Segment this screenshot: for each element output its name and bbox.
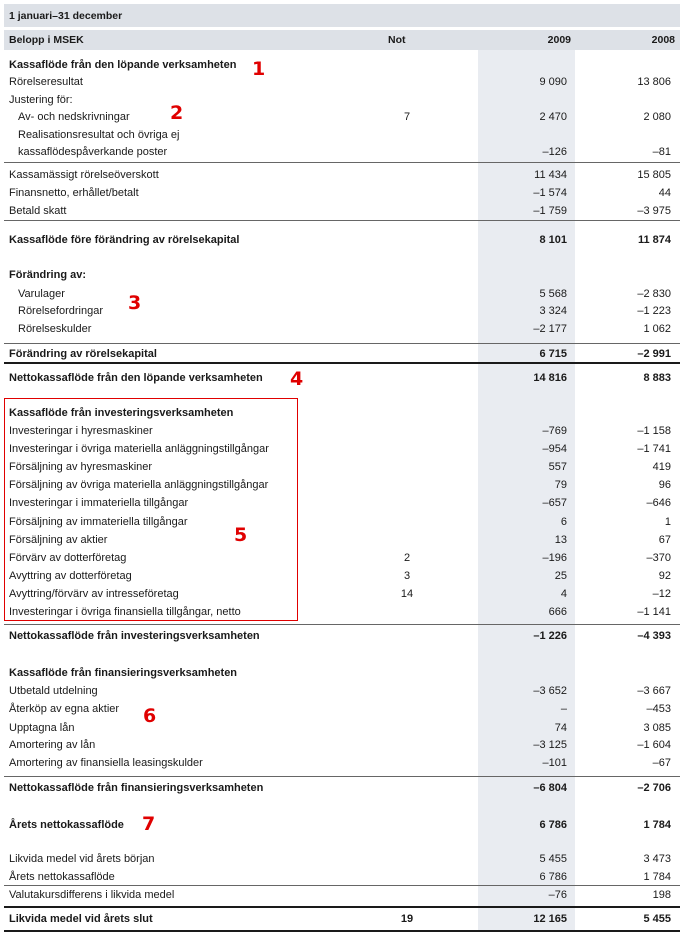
row-value-2008: –453 [646,703,671,715]
row-value-2009: –1 574 [533,187,567,199]
row-label: Investeringar i hyresmaskiner [9,425,153,437]
row-label: Årets nettokassaflöde [9,819,124,831]
row-value-2008: 198 [652,889,671,901]
row-note: 19 [400,913,414,925]
row-label: Kassaflöde från finansieringsverksamheten [9,667,238,679]
row-value-2008: –2 830 [637,288,671,300]
row-value-2008: –1 158 [637,425,671,437]
row-label: Försäljning av aktier [9,534,108,546]
row-value-2008: 8 883 [643,372,671,384]
row-value-2008: 3 473 [643,853,671,865]
divider-line [4,362,680,364]
row-label: kassaflödespåverkande poster [18,146,168,158]
row-value-2009: –2 177 [533,323,567,335]
row-value-2009: –657 [542,497,567,509]
row-value-2009: 3 324 [539,305,567,317]
amount-unit-label: Belopp i MSEK [9,34,84,46]
row-label: Årets nettokassaflöde [9,871,115,883]
row-value-2009: 13 [554,534,567,546]
annotation-marker: 6 [143,705,157,727]
row-label: Investeringar i övriga finansiella tillgångar, netto [9,606,241,618]
row-value-2009: 5 568 [539,288,567,300]
row-label: Rörelseskulder [18,323,92,335]
row-value-2009: 6 715 [539,348,567,360]
row-value-2008: 92 [658,570,671,582]
row-value-2008: 11 874 [637,234,671,246]
note-column-header: Not [388,34,406,46]
row-value-2008: 1 784 [643,871,671,883]
row-label: Utbetald utdelning [9,685,98,697]
row-label: Valutakursdifferens i likvida medel [9,889,175,901]
row-value-2008: –2 991 [637,348,671,360]
row-value-2009: 6 [560,516,567,528]
divider-line [4,162,680,163]
row-value-2009: –6 804 [533,782,567,794]
row-value-2008: –3 667 [637,685,671,697]
row-label: Likvida medel vid årets slut [9,913,153,925]
row-label: Varulager [18,288,65,300]
row-value-2008: 3 085 [643,722,671,734]
divider-line [4,930,680,932]
row-value-2008: 5 455 [643,913,671,925]
row-value-2008: –3 975 [637,205,671,217]
row-value-2009: 25 [554,570,567,582]
year-2009-header: 2009 [547,34,571,46]
row-label: Försäljning av immateriella tillgångar [9,516,188,528]
row-label: Kassaflöde från den löpande verksamheten [9,59,237,71]
row-value-2008: –1 604 [637,739,671,751]
period-label: 1 januari–31 december [9,10,123,22]
row-value-2008: 15 805 [637,169,671,181]
row-value-2009: –126 [542,146,567,158]
row-note: 7 [403,111,411,123]
row-value-2009: 11 434 [534,169,567,181]
divider-line [4,624,680,625]
divider-line [4,776,680,777]
row-label: Avyttring av dotterföretag [9,570,132,582]
divider-line [4,343,680,344]
annotation-marker: 5 [234,524,248,546]
annotation-marker: 4 [290,368,304,390]
row-label: Återköp av egna aktier [9,703,120,715]
row-value-2008: 1 784 [643,819,671,831]
divider-line [4,885,680,886]
annotation-marker: 3 [128,292,142,314]
row-value-2008: 419 [652,461,671,473]
divider-line [4,220,680,221]
row-value-2008: 2 080 [643,111,671,123]
row-label: Försäljning av övriga materiella anläggningstillgångar [9,479,269,491]
row-value-2008: –4 393 [637,630,671,642]
row-value-2009: –101 [542,757,567,769]
row-value-2009: –3 652 [533,685,567,697]
row-value-2008: 67 [658,534,671,546]
row-value-2009: 8 101 [539,234,567,246]
row-value-2009: 5 455 [539,853,567,865]
row-value-2009: –769 [542,425,567,437]
row-label: Avyttring/förvärv av intresseföretag [9,588,179,600]
row-label: Finansnetto, erhållet/betalt [9,187,139,199]
row-label: Kassaflöde från investeringsverksamheten [9,407,234,419]
row-value-2009: 2 470 [539,111,567,123]
row-value-2009: –954 [542,443,567,455]
row-value-2009: 74 [554,722,567,734]
row-label: Kassaflöde före förändring av rörelsekapital [9,234,240,246]
row-value-2009: 557 [548,461,567,473]
annotation-marker: 7 [142,813,156,835]
row-label: Nettokassaflöde från den löpande verksamheten [9,372,263,384]
row-value-2008: –1 741 [637,443,671,455]
row-label: Nettokassaflöde från finansieringsverksamheten [9,782,264,794]
annotation-marker: 1 [252,58,266,80]
row-label: Förändring av: [9,269,87,281]
row-label: Betald skatt [9,205,67,217]
row-value-2009: – [560,703,567,715]
row-value-2008: 96 [658,479,671,491]
row-label: Amortering av finansiella leasingskulder [9,757,203,769]
row-value-2009: –1 226 [533,630,567,642]
row-value-2009: 6 786 [539,871,567,883]
row-value-2008: –81 [652,146,671,158]
row-label: Investeringar i immateriella tillgångar [9,497,189,509]
row-value-2009: –76 [548,889,567,901]
row-value-2009: 12 165 [533,913,567,925]
row-value-2008: 1 [664,516,671,528]
row-value-2009: 79 [554,479,567,491]
row-value-2009: 9 090 [539,76,567,88]
row-label: Realisationsresultat och övriga ej [18,129,180,141]
row-value-2008: –67 [652,757,671,769]
row-label: Likvida medel vid årets början [9,853,155,865]
row-label: Amortering av lån [9,739,96,751]
annotation-marker: 2 [170,102,184,124]
row-note: 3 [403,570,411,582]
row-label: Försäljning av hyresmaskiner [9,461,153,473]
row-value-2008: –12 [652,588,671,600]
row-value-2009: –196 [542,552,567,564]
row-label: Upptagna lån [9,722,75,734]
row-label: Investeringar i övriga materiella anläggningstillgångar [9,443,269,455]
row-value-2009: 4 [560,588,567,600]
row-label: Rörelseresultat [9,76,83,88]
row-value-2008: –646 [646,497,671,509]
row-label: Förändring av rörelsekapital [9,348,157,360]
row-value-2009: 666 [548,606,567,618]
row-label: Rörelsefordringar [18,305,103,317]
row-label: Justering för: [9,94,73,106]
row-value-2009: –3 125 [533,739,567,751]
row-label: Nettokassaflöde från investeringsverksamheten [9,630,260,642]
row-value-2008: –2 706 [637,782,671,794]
row-value-2008: –1 141 [637,606,671,618]
divider-line [4,906,680,908]
row-value-2008: –1 223 [637,305,671,317]
row-value-2008: 44 [658,187,671,199]
row-value-2009: –1 759 [533,205,567,217]
row-note: 14 [400,588,414,600]
row-label: Av- och nedskrivningar [18,111,130,123]
row-value-2008: –370 [646,552,671,564]
row-value-2009: 6 786 [539,819,567,831]
row-label: Kassamässigt rörelseöverskott [9,169,159,181]
year-2008-header: 2008 [651,34,675,46]
row-value-2009: 14 816 [533,372,567,384]
row-value-2008: 13 806 [637,76,671,88]
row-label: Förvärv av dotterföretag [9,552,127,564]
column-header-bar [4,30,680,50]
row-value-2008: 1 062 [643,323,671,335]
row-note: 2 [403,552,411,564]
period-header-bar [4,4,680,27]
